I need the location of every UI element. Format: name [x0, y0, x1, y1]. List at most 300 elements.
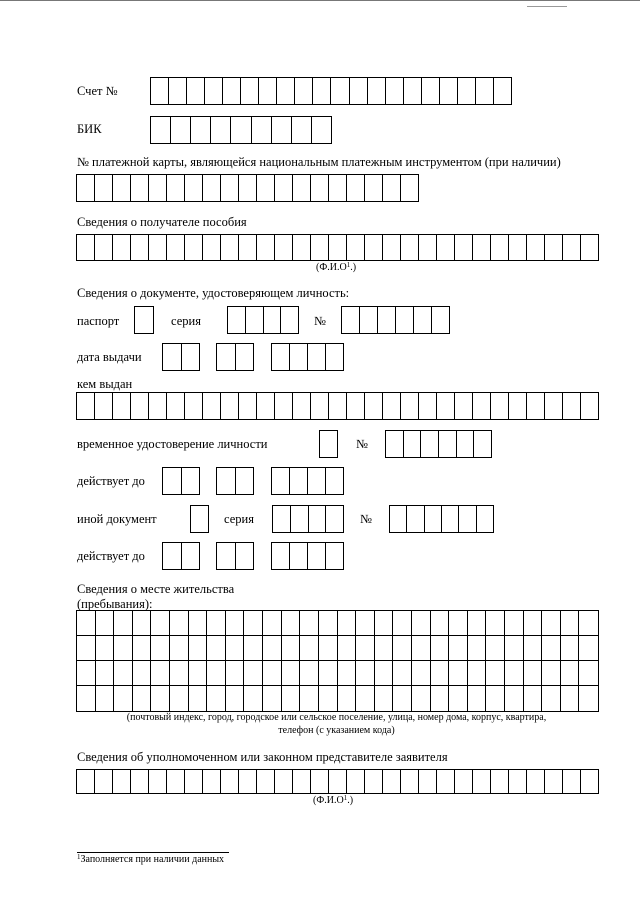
address-char-cell[interactable] [151, 661, 170, 686]
char-cell[interactable] [112, 393, 130, 419]
char-cell[interactable] [148, 770, 166, 793]
char-cell[interactable] [220, 770, 238, 793]
address-char-cell[interactable] [468, 686, 487, 711]
address-char-cell[interactable] [375, 611, 394, 636]
char-cell[interactable] [457, 78, 475, 104]
char-cell[interactable] [170, 117, 190, 143]
char-cell[interactable] [220, 393, 238, 419]
char-cell[interactable] [544, 770, 562, 793]
address-char-cell[interactable] [561, 686, 580, 711]
char-cell[interactable] [508, 235, 526, 260]
char-cell[interactable] [263, 307, 281, 333]
char-cell[interactable] [184, 393, 202, 419]
char-cell[interactable] [342, 307, 359, 333]
address-char-cell[interactable] [319, 661, 338, 686]
address-char-cell[interactable] [77, 611, 96, 636]
representative-fio-cells[interactable] [76, 769, 599, 794]
char-cell[interactable] [230, 117, 250, 143]
address-char-cell[interactable] [170, 636, 189, 661]
char-cell[interactable] [413, 307, 431, 333]
address-char-cell[interactable] [244, 661, 263, 686]
char-cell[interactable] [328, 770, 346, 793]
char-cell[interactable] [490, 770, 508, 793]
char-cell[interactable] [273, 506, 290, 532]
char-cell[interactable] [418, 770, 436, 793]
char-cell[interactable] [472, 770, 490, 793]
char-cell[interactable] [346, 235, 364, 260]
other-document-series-cells[interactable] [272, 505, 344, 533]
address-char-cell[interactable] [505, 661, 524, 686]
char-cell[interactable] [403, 431, 421, 457]
address-char-cell[interactable] [300, 686, 319, 711]
char-cell[interactable] [472, 393, 490, 419]
char-cell[interactable] [472, 235, 490, 260]
address-char-cell[interactable] [524, 661, 543, 686]
char-cell[interactable] [238, 770, 256, 793]
address-char-cell[interactable] [468, 636, 487, 661]
address-char-cell[interactable] [263, 611, 282, 636]
other-document-valid-year-cells[interactable] [271, 542, 344, 570]
char-cell[interactable] [256, 235, 274, 260]
address-char-cell[interactable] [96, 636, 115, 661]
other-document-valid-day-cells[interactable] [162, 542, 200, 570]
char-cell[interactable] [135, 307, 153, 333]
address-char-cell[interactable] [393, 686, 412, 711]
char-cell[interactable] [238, 175, 256, 201]
char-cell[interactable] [217, 468, 235, 494]
address-char-cell[interactable] [244, 636, 263, 661]
char-cell[interactable] [544, 235, 562, 260]
char-cell[interactable] [436, 393, 454, 419]
char-cell[interactable] [272, 344, 289, 370]
char-cell[interactable] [202, 235, 220, 260]
char-cell[interactable] [274, 393, 292, 419]
char-cell[interactable] [163, 468, 181, 494]
issue-date-day-cells[interactable] [162, 343, 200, 371]
char-cell[interactable] [202, 770, 220, 793]
char-cell[interactable] [220, 235, 238, 260]
address-char-cell[interactable] [412, 686, 431, 711]
address-char-cell[interactable] [207, 686, 226, 711]
other-document-number-cells[interactable] [389, 505, 494, 533]
address-char-cell[interactable] [542, 686, 561, 711]
char-cell[interactable] [202, 393, 220, 419]
address-char-cell[interactable] [170, 611, 189, 636]
char-cell[interactable] [456, 431, 474, 457]
char-cell[interactable] [580, 393, 598, 419]
address-char-cell[interactable] [338, 661, 357, 686]
address-char-cell[interactable] [375, 661, 394, 686]
address-char-cell[interactable] [133, 611, 152, 636]
char-cell[interactable] [272, 543, 289, 569]
char-cell[interactable] [400, 393, 418, 419]
char-cell[interactable] [328, 235, 346, 260]
char-cell[interactable] [228, 307, 245, 333]
char-cell[interactable] [441, 506, 458, 532]
char-cell[interactable] [130, 770, 148, 793]
address-char-cell[interactable] [505, 611, 524, 636]
char-cell[interactable] [439, 78, 457, 104]
address-char-cell[interactable] [114, 611, 133, 636]
address-char-cell[interactable] [282, 636, 301, 661]
address-char-cell[interactable] [96, 686, 115, 711]
address-char-cell[interactable] [486, 611, 505, 636]
char-cell[interactable] [400, 770, 418, 793]
char-cell[interactable] [184, 175, 202, 201]
char-cell[interactable] [272, 468, 289, 494]
address-char-cell[interactable] [468, 661, 487, 686]
char-cell[interactable] [310, 235, 328, 260]
address-char-cell[interactable] [338, 686, 357, 711]
address-char-cell[interactable] [561, 661, 580, 686]
address-char-cell[interactable] [244, 686, 263, 711]
char-cell[interactable] [217, 543, 235, 569]
address-char-cell[interactable] [356, 611, 375, 636]
char-cell[interactable] [163, 344, 181, 370]
char-cell[interactable] [184, 770, 202, 793]
address-char-cell[interactable] [226, 686, 245, 711]
char-cell[interactable] [431, 307, 449, 333]
char-cell[interactable] [320, 431, 337, 457]
char-cell[interactable] [330, 78, 348, 104]
char-cell[interactable] [238, 393, 256, 419]
char-cell[interactable] [346, 175, 364, 201]
char-cell[interactable] [364, 175, 382, 201]
char-cell[interactable] [94, 770, 112, 793]
address-char-cell[interactable] [338, 611, 357, 636]
char-cell[interactable] [94, 393, 112, 419]
char-cell[interactable] [191, 506, 208, 532]
address-char-cell[interactable] [393, 661, 412, 686]
char-cell[interactable] [308, 506, 326, 532]
char-cell[interactable] [382, 175, 400, 201]
address-char-cell[interactable] [319, 611, 338, 636]
char-cell[interactable] [421, 78, 439, 104]
char-cell[interactable] [271, 117, 291, 143]
char-cell[interactable] [190, 117, 210, 143]
char-cell[interactable] [184, 235, 202, 260]
address-char-cell[interactable] [263, 636, 282, 661]
char-cell[interactable] [312, 78, 330, 104]
char-cell[interactable] [77, 393, 94, 419]
address-char-cell[interactable] [77, 636, 96, 661]
bik-cells[interactable] [150, 116, 332, 144]
char-cell[interactable] [292, 175, 310, 201]
char-cell[interactable] [245, 307, 263, 333]
char-cell[interactable] [346, 770, 364, 793]
char-cell[interactable] [181, 543, 200, 569]
address-char-cell[interactable] [375, 636, 394, 661]
char-cell[interactable] [289, 543, 307, 569]
char-cell[interactable] [490, 393, 508, 419]
address-char-cell[interactable] [486, 661, 505, 686]
passport-number-cells[interactable] [341, 306, 450, 334]
address-char-cell[interactable] [226, 611, 245, 636]
char-cell[interactable] [151, 78, 168, 104]
passport-series-cells[interactable] [227, 306, 299, 334]
char-cell[interactable] [276, 78, 294, 104]
char-cell[interactable] [349, 78, 367, 104]
char-cell[interactable] [473, 431, 491, 457]
char-cell[interactable] [280, 307, 298, 333]
char-cell[interactable] [292, 235, 310, 260]
address-char-cell[interactable] [151, 636, 170, 661]
char-cell[interactable] [325, 506, 343, 532]
char-cell[interactable] [130, 175, 148, 201]
char-cell[interactable] [420, 431, 438, 457]
recipient-fio-cells[interactable] [76, 234, 599, 261]
passport-type-cell[interactable] [134, 306, 154, 334]
char-cell[interactable] [181, 344, 200, 370]
address-char-cell[interactable] [412, 636, 431, 661]
char-cell[interactable] [562, 393, 580, 419]
other-document-type-cell[interactable] [190, 505, 209, 533]
char-cell[interactable] [294, 78, 312, 104]
char-cell[interactable] [403, 78, 421, 104]
char-cell[interactable] [130, 235, 148, 260]
char-cell[interactable] [476, 506, 493, 532]
address-char-cell[interactable] [300, 661, 319, 686]
char-cell[interactable] [290, 506, 308, 532]
char-cell[interactable] [436, 235, 454, 260]
address-char-cell[interactable] [412, 661, 431, 686]
address-char-cell[interactable] [207, 661, 226, 686]
char-cell[interactable] [438, 431, 456, 457]
address-char-cell[interactable] [561, 636, 580, 661]
address-char-cell[interactable] [393, 611, 412, 636]
char-cell[interactable] [130, 393, 148, 419]
char-cell[interactable] [77, 770, 94, 793]
char-cell[interactable] [364, 235, 382, 260]
char-cell[interactable] [148, 175, 166, 201]
char-cell[interactable] [508, 393, 526, 419]
issued-by-cells[interactable] [76, 392, 599, 420]
char-cell[interactable] [148, 235, 166, 260]
char-cell[interactable] [166, 393, 184, 419]
char-cell[interactable] [359, 307, 377, 333]
address-char-cell[interactable] [319, 636, 338, 661]
address-char-cell[interactable] [96, 611, 115, 636]
issue-date-month-cells[interactable] [216, 343, 254, 371]
address-char-cell[interactable] [449, 611, 468, 636]
char-cell[interactable] [400, 235, 418, 260]
char-cell[interactable] [458, 506, 475, 532]
address-char-cell[interactable] [431, 661, 450, 686]
address-char-cell[interactable] [170, 661, 189, 686]
char-cell[interactable] [382, 770, 400, 793]
char-cell[interactable] [94, 175, 112, 201]
address-char-cell[interactable] [77, 686, 96, 711]
address-char-cell[interactable] [449, 661, 468, 686]
char-cell[interactable] [310, 393, 328, 419]
temporary-id-valid-year-cells[interactable] [271, 467, 344, 495]
address-char-cell[interactable] [114, 636, 133, 661]
char-cell[interactable] [395, 307, 413, 333]
char-cell[interactable] [310, 175, 328, 201]
char-cell[interactable] [235, 344, 254, 370]
char-cell[interactable] [235, 468, 254, 494]
address-char-cell[interactable] [524, 636, 543, 661]
char-cell[interactable] [367, 78, 385, 104]
card-number-cells[interactable] [76, 174, 419, 202]
char-cell[interactable] [390, 506, 406, 532]
address-char-cell[interactable] [133, 636, 152, 661]
char-cell[interactable] [364, 393, 382, 419]
char-cell[interactable] [238, 235, 256, 260]
char-cell[interactable] [166, 770, 184, 793]
address-char-cell[interactable] [356, 686, 375, 711]
address-char-cell[interactable] [189, 636, 208, 661]
char-cell[interactable] [274, 770, 292, 793]
address-char-cell[interactable] [579, 636, 598, 661]
char-cell[interactable] [475, 78, 493, 104]
char-cell[interactable] [325, 344, 343, 370]
address-char-cell[interactable] [505, 636, 524, 661]
char-cell[interactable] [382, 393, 400, 419]
address-char-cell[interactable] [486, 686, 505, 711]
char-cell[interactable] [168, 78, 186, 104]
char-cell[interactable] [77, 235, 94, 260]
address-char-cell[interactable] [207, 611, 226, 636]
char-cell[interactable] [526, 235, 544, 260]
address-char-cell[interactable] [282, 686, 301, 711]
address-char-cell[interactable] [356, 636, 375, 661]
char-cell[interactable] [382, 235, 400, 260]
char-cell[interactable] [151, 117, 170, 143]
char-cell[interactable] [424, 506, 441, 532]
char-cell[interactable] [112, 235, 130, 260]
char-cell[interactable] [454, 393, 472, 419]
address-char-cell[interactable] [579, 686, 598, 711]
char-cell[interactable] [418, 393, 436, 419]
address-char-cell[interactable] [300, 611, 319, 636]
address-char-cell[interactable] [468, 611, 487, 636]
char-cell[interactable] [186, 78, 204, 104]
address-char-cell[interactable] [263, 661, 282, 686]
other-document-valid-month-cells[interactable] [216, 542, 254, 570]
issue-date-year-cells[interactable] [271, 343, 344, 371]
char-cell[interactable] [181, 468, 200, 494]
address-char-cell[interactable] [151, 686, 170, 711]
char-cell[interactable] [385, 78, 403, 104]
temporary-id-valid-day-cells[interactable] [162, 467, 200, 495]
char-cell[interactable] [258, 78, 276, 104]
char-cell[interactable] [386, 431, 403, 457]
address-char-cell[interactable] [114, 661, 133, 686]
address-char-cell[interactable] [393, 636, 412, 661]
char-cell[interactable] [526, 393, 544, 419]
address-char-cell[interactable] [263, 686, 282, 711]
temporary-id-number-cells[interactable] [385, 430, 492, 458]
char-cell[interactable] [493, 78, 511, 104]
char-cell[interactable] [251, 117, 271, 143]
address-char-cell[interactable] [319, 686, 338, 711]
address-char-cell[interactable] [338, 636, 357, 661]
char-cell[interactable] [346, 393, 364, 419]
address-char-cell[interactable] [449, 686, 468, 711]
char-cell[interactable] [526, 770, 544, 793]
char-cell[interactable] [291, 117, 311, 143]
char-cell[interactable] [256, 175, 274, 201]
temporary-id-type-cell[interactable] [319, 430, 338, 458]
address-char-cell[interactable] [579, 661, 598, 686]
address-char-cell[interactable] [207, 636, 226, 661]
address-char-cell[interactable] [189, 611, 208, 636]
char-cell[interactable] [311, 117, 331, 143]
address-char-cell[interactable] [542, 611, 561, 636]
address-char-cell[interactable] [96, 661, 115, 686]
char-cell[interactable] [307, 468, 325, 494]
address-char-cell[interactable] [282, 661, 301, 686]
char-cell[interactable] [148, 393, 166, 419]
char-cell[interactable] [235, 543, 254, 569]
address-char-cell[interactable] [431, 636, 450, 661]
char-cell[interactable] [325, 468, 343, 494]
address-char-cell[interactable] [524, 686, 543, 711]
char-cell[interactable] [328, 393, 346, 419]
char-cell[interactable] [274, 235, 292, 260]
char-cell[interactable] [364, 770, 382, 793]
char-cell[interactable] [328, 175, 346, 201]
char-cell[interactable] [307, 543, 325, 569]
char-cell[interactable] [289, 344, 307, 370]
account-number-cells[interactable] [150, 77, 512, 105]
char-cell[interactable] [163, 543, 181, 569]
char-cell[interactable] [508, 770, 526, 793]
address-char-cell[interactable] [356, 661, 375, 686]
char-cell[interactable] [454, 235, 472, 260]
char-cell[interactable] [580, 235, 598, 260]
char-cell[interactable] [418, 235, 436, 260]
address-char-cell[interactable] [431, 686, 450, 711]
char-cell[interactable] [204, 78, 222, 104]
address-char-cell[interactable] [542, 661, 561, 686]
char-cell[interactable] [289, 468, 307, 494]
char-cell[interactable] [256, 393, 274, 419]
char-cell[interactable] [217, 344, 235, 370]
char-cell[interactable] [580, 770, 598, 793]
char-cell[interactable] [77, 175, 94, 201]
char-cell[interactable] [256, 770, 274, 793]
char-cell[interactable] [544, 393, 562, 419]
char-cell[interactable] [274, 175, 292, 201]
address-char-cell[interactable] [282, 611, 301, 636]
char-cell[interactable] [166, 175, 184, 201]
char-cell[interactable] [436, 770, 454, 793]
address-char-cell[interactable] [542, 636, 561, 661]
char-cell[interactable] [292, 393, 310, 419]
char-cell[interactable] [377, 307, 395, 333]
char-cell[interactable] [292, 770, 310, 793]
address-char-cell[interactable] [412, 611, 431, 636]
address-char-cell[interactable] [431, 611, 450, 636]
char-cell[interactable] [310, 770, 328, 793]
address-char-cell[interactable] [449, 636, 468, 661]
address-char-cell[interactable] [486, 636, 505, 661]
address-char-cell[interactable] [505, 686, 524, 711]
address-char-cell[interactable] [189, 661, 208, 686]
char-cell[interactable] [562, 235, 580, 260]
char-cell[interactable] [307, 344, 325, 370]
address-char-cell[interactable] [300, 636, 319, 661]
char-cell[interactable] [240, 78, 258, 104]
char-cell[interactable] [454, 770, 472, 793]
char-cell[interactable] [325, 543, 343, 569]
address-char-cell[interactable] [226, 636, 245, 661]
address-char-cell[interactable] [244, 611, 263, 636]
address-char-cell[interactable] [524, 611, 543, 636]
char-cell[interactable] [166, 235, 184, 260]
